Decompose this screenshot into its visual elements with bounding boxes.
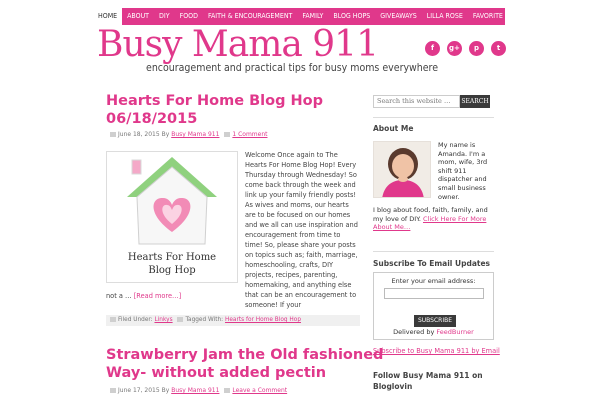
- post-comments-link[interactable]: Leave a Comment: [232, 387, 288, 394]
- post-excerpt: Welcome Once again to The Hearts For Home Blog Hop! Every Thursday through Wednesday! So come back through the week and link up your family friendly posts! As wives and moms, our hearts are to be focused on our homes and we all can use inspiration and encouragement from time to time! So, please share your posts on topics such as; faith, marriage, homeschooling, crafts, DIY projects, recipes, parenting, homemaking, and anything else that can be an encouragement to someone! If your: [245, 151, 358, 309]
- author-photo: [373, 141, 431, 198]
- post-featured-image[interactable]: [106, 151, 238, 283]
- nav-item-diy[interactable]: DIY: [159, 12, 170, 20]
- social-links: [425, 41, 506, 56]
- post-title[interactable]: [106, 346, 383, 382]
- email-subscribe-form: [373, 272, 494, 340]
- post-author-link[interactable]: Busy Mama 911: [171, 387, 220, 394]
- calendar-icon: [110, 132, 116, 137]
- read-more-link[interactable]: [Read more…]: [133, 292, 182, 300]
- google-plus-icon[interactable]: g+: [447, 41, 462, 56]
- email-label: Enter your email address:: [391, 277, 476, 285]
- about-me-link[interactable]: Click Here For More About Me…: [373, 214, 487, 232]
- delivered-by-label: Delivered by: [393, 328, 435, 336]
- about-me-blurb: I blog about food, faith, family, and my love of DIY.: [373, 206, 488, 223]
- comment-icon: [224, 132, 230, 137]
- nav-item-home[interactable]: HOME: [93, 8, 122, 25]
- nav-item-food[interactable]: FOOD: [179, 12, 198, 20]
- author-portrait: [374, 142, 431, 198]
- nav-item-faith[interactable]: FAITH & ENCOURAGEMENT: [207, 12, 293, 20]
- about-me-text: My name is Amanda. I'm a mom, wife, 3rd shift 911 dispatcher and small business owner.: [438, 141, 488, 201]
- about-me-more: [373, 206, 495, 232]
- subscribe-title: Subscribe To Email Updates: [373, 259, 491, 268]
- post-title-line: Strawberry Jam the Old fashioned: [106, 347, 384, 363]
- delivered-by: [374, 328, 493, 336]
- excerpt-ellipsis: not a …: [106, 292, 132, 300]
- about-me-title: About Me: [373, 124, 414, 133]
- main-nav: [93, 8, 524, 25]
- category-link[interactable]: Linkys: [154, 317, 173, 323]
- image-caption-line: Hearts For Home: [127, 252, 217, 263]
- post-title[interactable]: [106, 92, 323, 128]
- post-title-line: Hearts For Home Blog Hop: [106, 93, 323, 109]
- subscribe-button[interactable]: SUBSCRIBE: [414, 315, 456, 327]
- nav-item-favorite-links[interactable]: FAVORITE LINKS: [472, 12, 524, 20]
- post-date: June 17, 2015 By: [118, 387, 170, 394]
- post-author-link[interactable]: Busy Mama 911: [171, 131, 220, 138]
- nav-item-lilla-rose[interactable]: LILLA ROSE: [426, 12, 463, 20]
- nav-item-giveaways[interactable]: GIVEAWAYS: [380, 12, 417, 20]
- post-footer: [106, 315, 360, 326]
- post-title-line: Way- without added pectin: [106, 365, 327, 381]
- post-comments-link[interactable]: 1 Comment: [232, 131, 268, 138]
- nav-item-blog-hops[interactable]: BLOG HOPS: [333, 12, 371, 20]
- comment-icon: [224, 388, 230, 393]
- subscribe-email-link[interactable]: Subscribe to Busy Mama 911 by Email: [373, 347, 500, 355]
- feedburner-link[interactable]: FeedBurner: [436, 328, 474, 336]
- post-title-line: 06/18/2015: [106, 111, 198, 127]
- divider: [373, 117, 494, 118]
- folder-icon: [110, 317, 116, 322]
- image-caption-line: Blog Hop: [148, 265, 196, 276]
- tag-link[interactable]: Hearts for Home Blog Hop: [224, 317, 301, 323]
- search-input[interactable]: Search this website …: [373, 95, 460, 108]
- bloglovin-title: Follow Busy Mama 911 on Bloglovin: [373, 371, 483, 391]
- site-tagline: encouragement and practical tips for busy moms everywhere: [146, 62, 439, 74]
- twitter-icon[interactable]: t: [491, 41, 506, 56]
- calendar-icon: [110, 388, 116, 393]
- tag-icon: [177, 317, 183, 322]
- email-field[interactable]: [384, 288, 484, 299]
- post-meta: [110, 387, 287, 394]
- tagged-with-label: Tagged With:: [185, 317, 224, 323]
- post-excerpt-tail: [106, 292, 181, 300]
- site-logo[interactable]: Busy Mama 911: [97, 24, 378, 65]
- divider: [373, 251, 494, 252]
- filed-under-label: Filed Under:: [118, 317, 153, 323]
- pinterest-icon[interactable]: p: [469, 41, 484, 56]
- post-meta: [110, 131, 268, 138]
- search-button[interactable]: SEARCH: [460, 95, 490, 108]
- house-heart-illustration: [107, 152, 237, 252]
- nav-item-family[interactable]: FAMILY: [302, 12, 324, 20]
- nav-item-about[interactable]: ABOUT: [127, 12, 150, 20]
- post-date: June 18, 2015 By: [118, 131, 170, 138]
- facebook-icon[interactable]: f: [425, 41, 440, 56]
